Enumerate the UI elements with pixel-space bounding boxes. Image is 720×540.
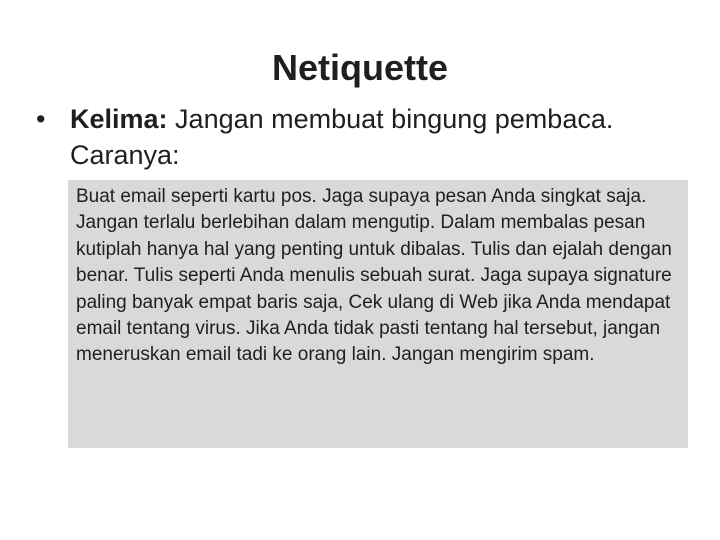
bullet-icon: • xyxy=(36,104,46,134)
bullet-item xyxy=(36,101,686,173)
highlight-text-box: Buat email seperti kartu pos. Jaga supaya pesan Anda singkat saja. Jangan terlalu berlebihan dalam mengutip. Dalam membalas pesan kutiplah hanya hal yang penting untuk dibalas. Tulis dan ejalah dengan benar. Tulis seperti Anda menulis sebuah surat. Jaga supaya signature paling banyak empat baris saja, Cek ulang di Web jika Anda mendapat email tentang virus. Jika Anda tidak pasti tentang hal tersebut, jangan meneruskan email tadi ke orang lain. Jangan mengirim spam. xyxy=(68,180,688,448)
bullet-text: Jangan membuat bingung pembaca. Caranya: xyxy=(70,104,614,170)
slide-title: Netiquette xyxy=(271,47,448,88)
bullet-label: Kelima: xyxy=(70,104,168,134)
bullet-text-block xyxy=(70,101,686,173)
